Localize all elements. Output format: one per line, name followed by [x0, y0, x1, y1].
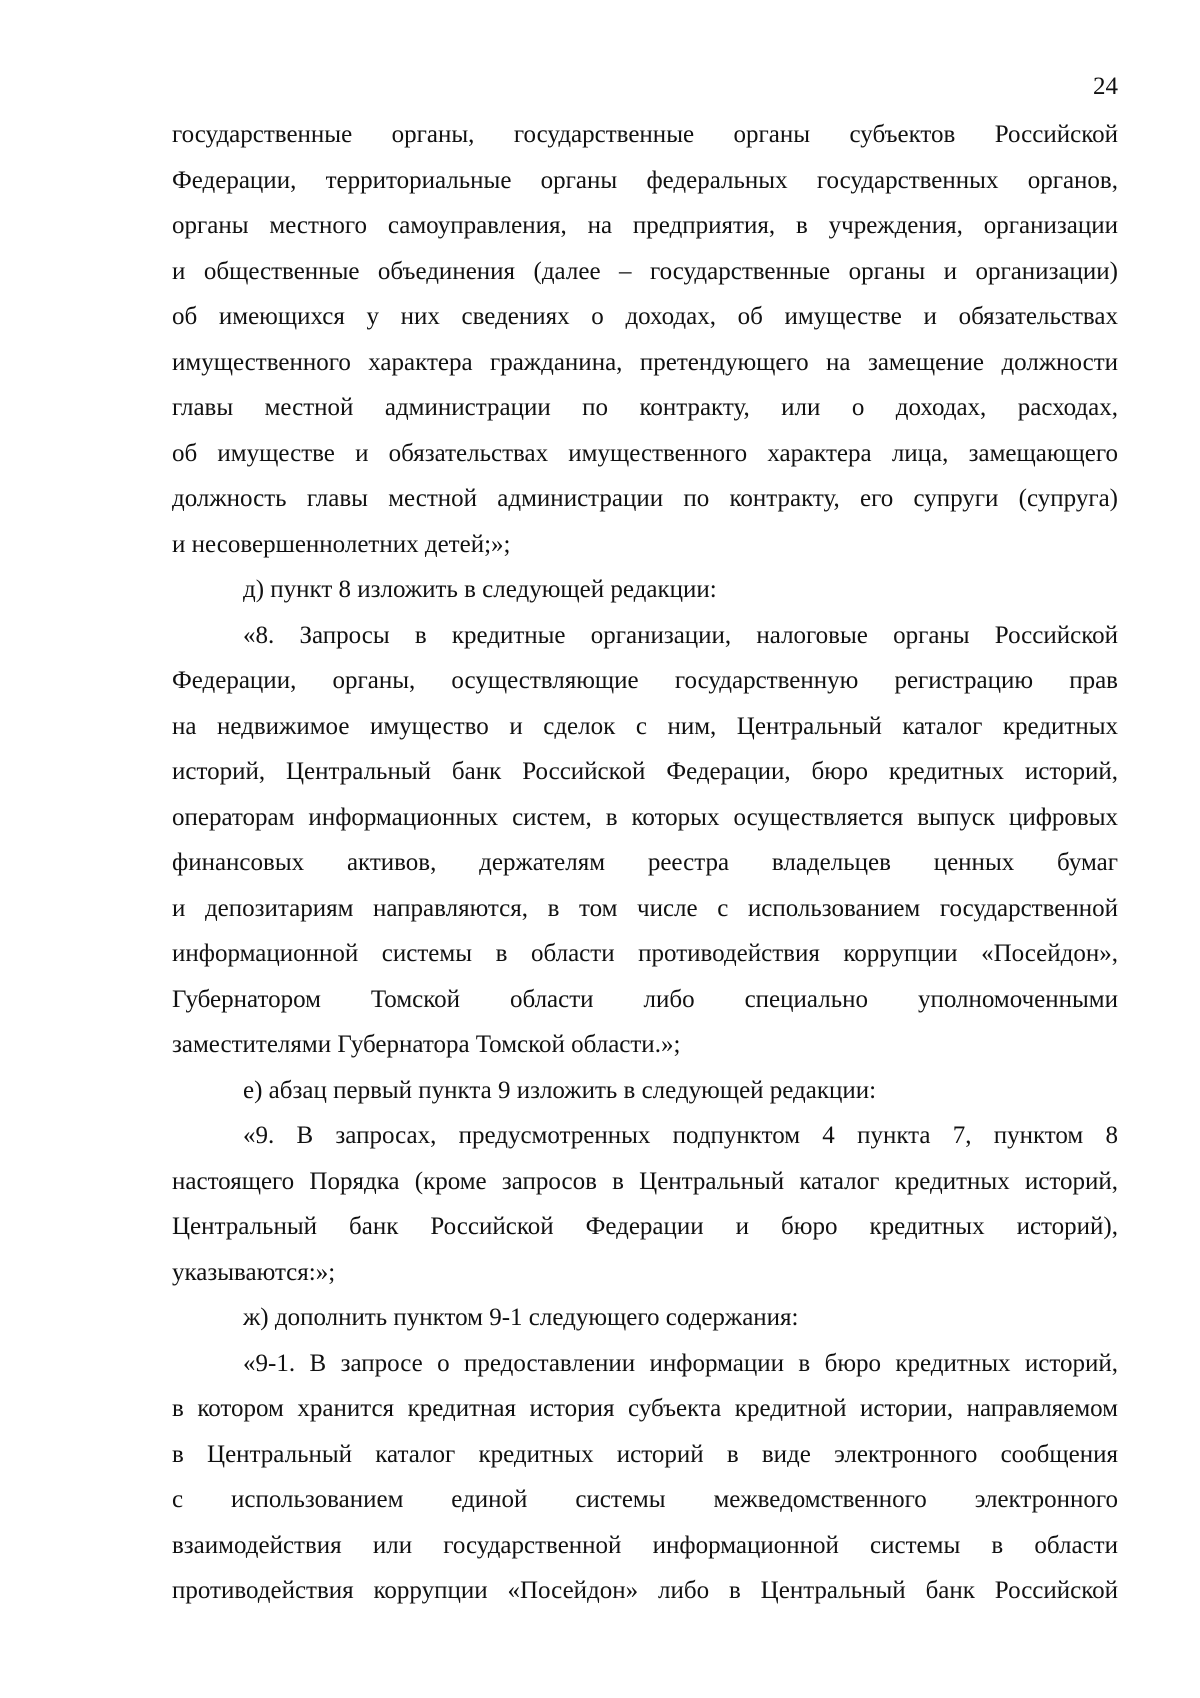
text-line: в котором хранится кредитная история субъекта кредитной истории, направляемом: [172, 1395, 1118, 1422]
text-line: взаимодействия или государственной информационной системы в области: [172, 1531, 1118, 1559]
text-line: с использованием единой системы межведомственного электронного: [172, 1486, 1118, 1513]
text-line: Федерации, органы, осуществляющие государственную регистрацию прав: [172, 667, 1118, 694]
text-line: информационной системы в области противодействия коррупции «Посейдон»,: [172, 940, 1118, 967]
text-line: противодействия коррупции «Посейдон» либо в Центральный банк Российской: [172, 1577, 1118, 1604]
text-line: настоящего Порядка (кроме запросов в Центральный каталог кредитных историй,: [172, 1167, 1118, 1195]
text-line: об имуществе и обязательствах имущественного характера лица, замещающего: [172, 439, 1118, 467]
text-line: финансовых активов, держателям реестра владельцев ценных бумаг: [172, 849, 1118, 876]
text-line: «9-1. В запросе о предоставлении информации в бюро кредитных историй,: [243, 1349, 1118, 1377]
text-line: Центральный банк Российской Федерации и бюро кредитных историй),: [172, 1213, 1118, 1240]
text-line: заместителями Губернатора Томской области.»;: [172, 1031, 681, 1058]
text-line: и несовершеннолетних детей;»;: [172, 530, 511, 558]
text-line: ж) дополнить пунктом 9-1 следующего содержания:: [243, 1304, 799, 1331]
text-line: органы местного самоуправления, на предприятия, в учреждения, организации: [172, 212, 1118, 239]
text-line: д) пункт 8 изложить в следующей редакции:: [243, 576, 717, 603]
text-line: об имеющихся у них сведениях о доходах, об имуществе и обязательствах: [172, 303, 1118, 330]
text-line: историй, Центральный банк Российской Федерации, бюро кредитных историй,: [172, 758, 1118, 785]
text-line: указываются:»;: [172, 1258, 336, 1286]
text-line: е) абзац первый пункта 9 изложить в следующей редакции:: [243, 1076, 877, 1104]
text-line: на недвижимое имущество и сделок с ним, Центральный каталог кредитных: [172, 712, 1118, 740]
page-number: 24: [1093, 73, 1118, 100]
text-line: главы местной администрации по контракту, или о доходах, расходах,: [172, 394, 1118, 421]
text-line: «9. В запросах, предусмотренных подпунктом 4 пункта 7, пунктом 8: [243, 1122, 1118, 1149]
text-line: в Центральный каталог кредитных историй в виде электронного сообщения: [172, 1440, 1118, 1468]
text-line: Губернатором Томской области либо специально уполномоченными: [172, 985, 1118, 1013]
text-line: государственные органы, государственные органы субъектов Российской: [172, 121, 1118, 148]
text-line: имущественного характера гражданина, претендующего на замещение должности: [172, 348, 1118, 376]
text-line: «8. Запросы в кредитные организации, налоговые органы Российской: [243, 621, 1118, 649]
text-line: и депозитариям направляются, в том числе с использованием государственной: [172, 894, 1118, 922]
text-line: должность главы местной администрации по контракту, его супруги (супруга): [172, 485, 1118, 512]
text-line: операторам информационных систем, в которых осуществляется выпуск цифровых: [172, 803, 1118, 831]
document-body: [172, 112, 1118, 1614]
text-line: Федерации, территориальные органы федеральных государственных органов,: [172, 166, 1118, 194]
text-line: и общественные объединения (далее – государственные органы и организации): [172, 257, 1118, 285]
